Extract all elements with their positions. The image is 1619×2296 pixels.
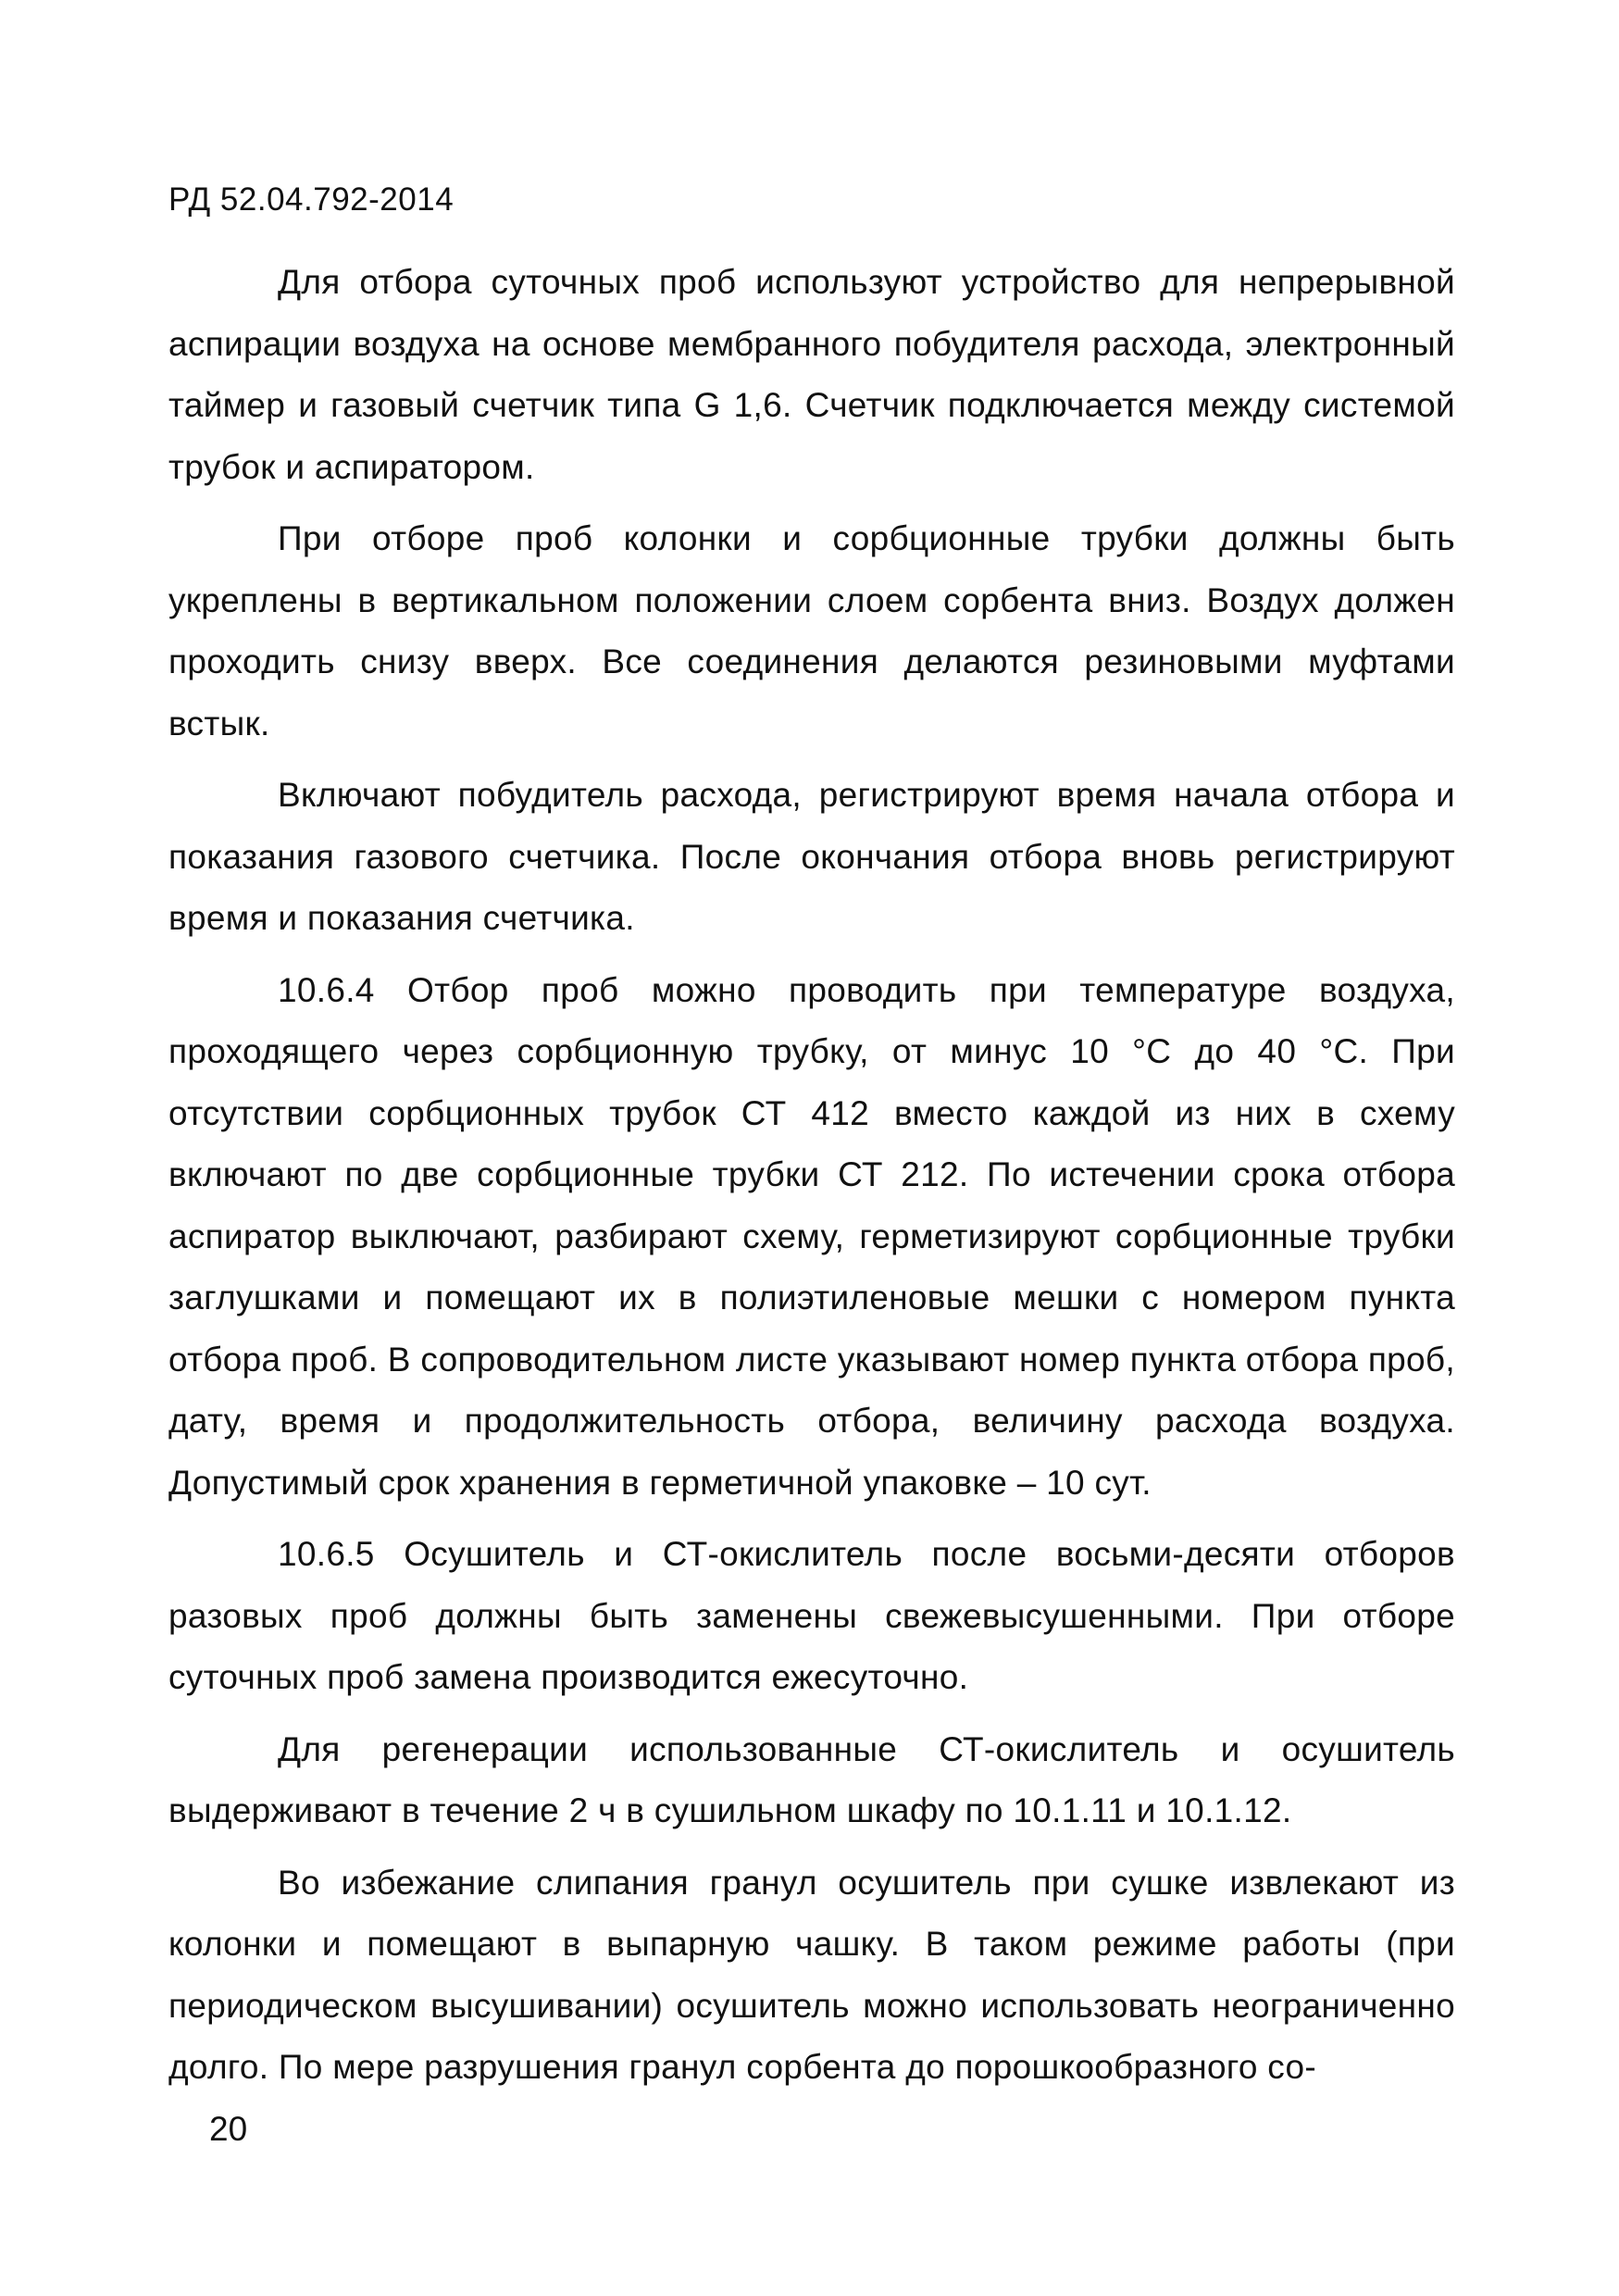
paragraph-10-6-5: 10.6.5 Осушитель и СТ-окислитель после восьми-десяти отборов разовых проб должны быть заменены свежевысушенными. При отборе суточных проб замена производится ежесуточно. [168, 1535, 1455, 1696]
paragraph-regeneration: Для регенерации использованные СТ-окислитель и осушитель выдерживают в течение 2 ч в сушильном шкафу по 10.1.11 и 10.1.12. [168, 1729, 1455, 1829]
page-number: 20 [209, 2110, 248, 2148]
paragraph-daily-sampling-device: Для отбора суточных проб используют устройство для непрерывной аспирации воздуха на основе мембранного побудителя расхода, электронный таймер и газовый счетчик типа G 1,6. Счетчик подключается между системой трубок и аспиратором. [168, 263, 1455, 486]
paragraph-column-mounting: При отборе проб колонки и сорбционные трубки должны быть укреплены в вертикальном положении слоем сорбента вниз. Воздух должен проходить снизу вверх. Все соединения делаются резиновыми муфтами встык. [168, 519, 1455, 742]
paragraph-drying-procedure: Во избежание слипания гранул осушитель при сушке извлекают из колонки и помещают в выпарную чашку. В таком режиме работы (при периодическом высушивании) осушитель можно использовать неограниченно долго. По мере разрушения гранул сорбента до порошкообразного со- [168, 1863, 1455, 2086]
paragraph-flow-registration: Включают побудитель расхода, регистрируют время начала отбора и показания газового счетчика. После окончания отбора вновь регистрируют время и показания счетчика. [168, 776, 1455, 937]
paragraph-10-6-4: 10.6.4 Отбор проб можно проводить при температуре воздуха, проходящего через сорбционную трубку, от минус 10 °С до 40 °С. При отсутствии сорбционных трубок СТ 412 вместо каждой из них в схему включают по две сорбционные трубки СТ 212. По истечении срока отбора аспиратор выключают, разбирают схему, герметизируют сорбционные трубки заглушками и помещают их в полиэтиленовые мешки с номером пункта отбора проб. В сопроводительном листе указывают номер пункта отбора проб, дату, время и продолжительность отбора, величину расхода воздуха. Допустимый срок хранения в герметичной упаковке – 10 сут. [168, 970, 1455, 1502]
document-body [168, 252, 1455, 2109]
document-code-header: РД 52.04.792-2014 [168, 181, 455, 218]
